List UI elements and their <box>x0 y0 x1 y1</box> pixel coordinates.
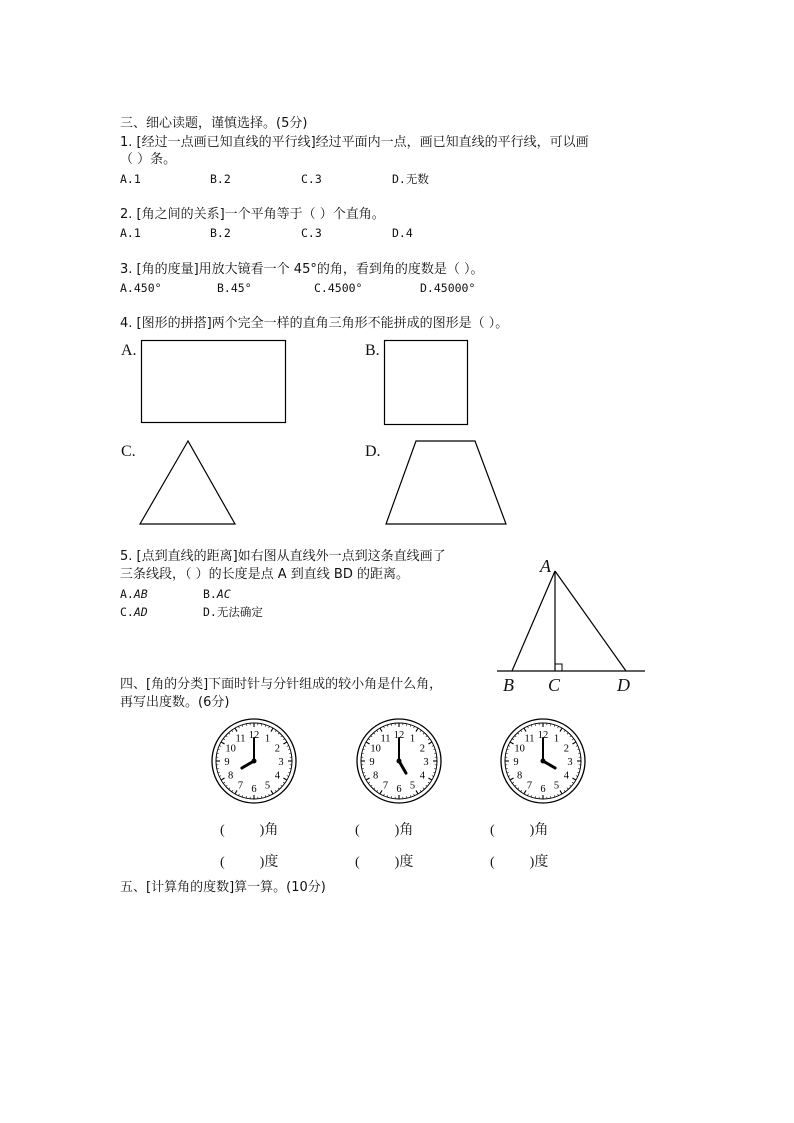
clock-tick <box>232 730 233 732</box>
clock-tick <box>235 728 237 731</box>
clock-tick <box>287 776 289 777</box>
clock-number: 11 <box>235 733 246 745</box>
clock-tick <box>239 794 240 796</box>
clock-tick <box>420 730 421 732</box>
clock-tick <box>426 785 427 786</box>
clock-tick <box>420 790 421 792</box>
answer-angle-type-3[interactable]: ( )角 <box>490 823 549 838</box>
q2-option-c: C.3 <box>301 226 322 240</box>
right-angle-mark <box>555 664 562 671</box>
clock-tick <box>521 730 522 732</box>
q2-option-a: A.1 <box>120 226 141 240</box>
q3-text: 3. [角的度量]用放大镜看一个 45°的角，看到角的度数是（ ）。 <box>120 262 484 277</box>
q2-text: 2. [角之间的关系]一个平角等于（ ）个直角。 <box>120 207 385 222</box>
clock-tick <box>564 730 565 732</box>
q1-option-c: C.3 <box>301 172 322 186</box>
clock-tick <box>239 726 240 728</box>
clock-tick <box>377 730 378 732</box>
clock-tick <box>432 776 434 777</box>
answer-angle-type-1[interactable]: ( )角 <box>220 823 279 838</box>
clock-number: 6 <box>396 784 402 795</box>
clock-number: 11 <box>524 733 535 745</box>
point-a-label: A <box>540 556 551 576</box>
clock-number: 2 <box>274 743 281 755</box>
clock-number: 8 <box>516 770 523 782</box>
clock-number: 5 <box>409 780 416 792</box>
clock-number: 9 <box>224 757 230 768</box>
clock-tick <box>223 782 225 783</box>
clock-tick <box>278 733 279 734</box>
clock-tick <box>572 742 575 744</box>
clock-tick <box>221 742 224 744</box>
clock-tick <box>576 776 578 777</box>
q2-option-d: D.4 <box>392 226 413 240</box>
clock-number: 7 <box>526 780 533 792</box>
clock-number: 1 <box>264 733 271 745</box>
clock-number: 4 <box>274 770 281 782</box>
clock-tick <box>283 778 286 780</box>
clock-tick <box>281 785 282 786</box>
clock-tick <box>364 776 366 777</box>
clock-number: 12 <box>248 730 260 741</box>
clock-tick <box>269 726 270 728</box>
q1-option-a: A.1 <box>120 172 141 186</box>
clock-tick <box>572 739 574 740</box>
q4-label-d: D. <box>365 443 381 460</box>
clock-tick <box>371 785 372 786</box>
clock-number: 10 <box>514 743 525 755</box>
clock-number: 1 <box>553 733 560 745</box>
clock-tick <box>269 794 270 796</box>
clock-number: 9 <box>369 757 375 768</box>
clock-tick <box>428 739 430 740</box>
clock-tick <box>368 782 370 783</box>
clock-number: 5 <box>264 780 271 792</box>
clock-tick <box>287 746 289 747</box>
segment-ab <box>512 571 555 671</box>
q1-line2: （ ）条。 <box>120 152 177 167</box>
clock-number: 9 <box>513 757 519 768</box>
clock-tick <box>564 790 565 792</box>
clock-tick <box>508 746 510 747</box>
clock-tick <box>275 730 276 732</box>
clock-number: 4 <box>419 770 426 782</box>
answer-angle-type-2[interactable]: ( )角 <box>355 823 414 838</box>
q4-label-c: C. <box>121 443 136 460</box>
clock-number: 3 <box>567 757 573 768</box>
clock-tick <box>235 790 237 793</box>
q5-option-d: D.无法确定 <box>203 605 263 619</box>
clock-tick <box>572 778 575 780</box>
clock-tick <box>567 733 568 734</box>
clock-number: 4 <box>563 770 570 782</box>
q2-option-b: B.2 <box>210 226 231 240</box>
clock-tick <box>572 782 574 783</box>
clock-tick <box>515 785 516 786</box>
clock-tick <box>275 790 276 792</box>
clock-tick <box>570 736 571 737</box>
clock-tick <box>518 733 519 734</box>
clock-tick <box>380 728 382 731</box>
clock-tick <box>271 790 273 793</box>
clock-tick <box>374 733 375 734</box>
clock-tick <box>374 788 375 789</box>
clock-tick <box>221 778 224 780</box>
clock-tick <box>567 788 568 789</box>
clock-tick <box>219 746 221 747</box>
clock-number: 2 <box>563 743 570 755</box>
clock-tick <box>428 742 431 744</box>
clock-number: 11 <box>380 733 391 745</box>
q4-label-b: B. <box>365 342 380 359</box>
clock-number: 3 <box>278 757 284 768</box>
clock-tick <box>414 794 415 796</box>
clock-1 <box>211 718 297 804</box>
clock-tick <box>512 782 514 783</box>
clock-tick <box>432 746 434 747</box>
answer-degrees-2[interactable]: ( )度 <box>355 855 414 870</box>
clock-tick <box>384 794 385 796</box>
segment-ad <box>555 571 626 671</box>
q4-label-a: A. <box>121 342 137 359</box>
clock-number: 7 <box>382 780 389 792</box>
clock-tick <box>384 726 385 728</box>
clock-tick <box>423 788 424 789</box>
q5-option-c: C.AD <box>120 605 148 619</box>
q5-option-b: B.AC <box>203 587 231 601</box>
point-c-label: C <box>548 675 561 695</box>
clock-tick <box>416 728 418 731</box>
clock-tick <box>416 790 418 793</box>
clock-tick <box>558 794 559 796</box>
clock-number: 12 <box>393 730 405 741</box>
clock-number: 10 <box>370 743 381 755</box>
q1-option-b: B.2 <box>210 172 231 186</box>
clock-tick <box>518 788 519 789</box>
clock-tick <box>226 785 227 786</box>
clock-tick <box>508 776 510 777</box>
clock-tick <box>570 785 571 786</box>
clock-tick <box>423 733 424 734</box>
clock-tick <box>226 736 227 737</box>
clock-tick <box>510 778 513 780</box>
clock-number: 8 <box>372 770 379 782</box>
clock-tick <box>229 788 230 789</box>
clock-center-pin <box>252 759 257 764</box>
clock-tick <box>576 746 578 747</box>
clock-number: 8 <box>227 770 234 782</box>
clock-tick <box>414 726 415 728</box>
answer-degrees-3[interactable]: ( )度 <box>490 855 549 870</box>
clock-tick <box>524 790 526 793</box>
clock-tick <box>271 728 273 731</box>
clock-tick <box>524 728 526 731</box>
clock-tick <box>380 790 382 793</box>
clock-tick <box>366 742 369 744</box>
q3-option-c: C.4500° <box>314 281 363 295</box>
clock-tick <box>232 790 233 792</box>
clock-tick <box>510 742 513 744</box>
section5-title: 五、[计算角的度数]算一算。(10分) <box>120 880 326 895</box>
clock-tick <box>364 746 366 747</box>
q5-option-a: A.AB <box>120 587 148 601</box>
q3-option-b: B.45° <box>217 281 252 295</box>
section3-title: 三、细心读题，谨慎选择。(5分) <box>120 116 308 131</box>
clock-number: 6 <box>251 784 257 795</box>
clock-tick <box>283 782 285 783</box>
clock-tick <box>521 790 522 792</box>
clock-tick <box>229 733 230 734</box>
answer-degrees-1[interactable]: ( )度 <box>220 855 279 870</box>
q3-option-a: A.450° <box>120 281 162 295</box>
clock-number: 6 <box>540 784 546 795</box>
clock-tick <box>512 739 514 740</box>
clock-center-pin <box>397 759 402 764</box>
section4-line2: 再写出度数。(6分) <box>120 695 230 710</box>
clock-tick <box>223 739 225 740</box>
clock-tick <box>283 742 286 744</box>
clock-tick <box>283 739 285 740</box>
q1-line1: 1. [经过一点画已知直线的平行线]经过平面内一点，画已知直线的平行线，可以画 <box>120 135 589 150</box>
clock-tick <box>371 736 372 737</box>
clock-tick <box>278 788 279 789</box>
q3-option-d: D.45000° <box>420 281 476 295</box>
q5-line1: 5. [点到直线的距离]如右图从直线外一点到这条直线画了 <box>120 549 446 564</box>
point-b-label: B <box>503 675 514 695</box>
clock-tick <box>281 736 282 737</box>
clock-number: 1 <box>409 733 416 745</box>
point-d-label: D <box>617 675 630 695</box>
clock-tick <box>515 736 516 737</box>
clock-number: 3 <box>423 757 429 768</box>
clock-tick <box>528 794 529 796</box>
clock-tick <box>428 782 430 783</box>
clock-2 <box>356 718 442 804</box>
q5-line2: 三条线段，（ ）的长度是点 A 到直线 BD 的距离。 <box>120 567 409 582</box>
clock-number: 12 <box>537 730 549 741</box>
clock-tick <box>528 726 529 728</box>
clock-tick <box>428 778 431 780</box>
clock-3 <box>500 718 586 804</box>
clock-center-pin <box>541 759 546 764</box>
q1-option-d: D.无数 <box>392 172 429 186</box>
clock-number: 7 <box>237 780 244 792</box>
clock-number: 2 <box>419 743 426 755</box>
clock-tick <box>560 790 562 793</box>
clock-number: 10 <box>225 743 236 755</box>
clock-tick <box>377 790 378 792</box>
clock-tick <box>560 728 562 731</box>
clock-number: 5 <box>553 780 560 792</box>
section4-line1: 四、[角的分类]下面时针与分针组成的较小角是什么角， <box>120 677 443 692</box>
clock-tick <box>558 726 559 728</box>
clock-tick <box>426 736 427 737</box>
clock-tick <box>219 776 221 777</box>
q4-text: 4. [图形的拼搭]两个完全一样的直角三角形不能拼成的图形是（ ）。 <box>120 316 509 331</box>
clock-tick <box>368 739 370 740</box>
clock-tick <box>366 778 369 780</box>
